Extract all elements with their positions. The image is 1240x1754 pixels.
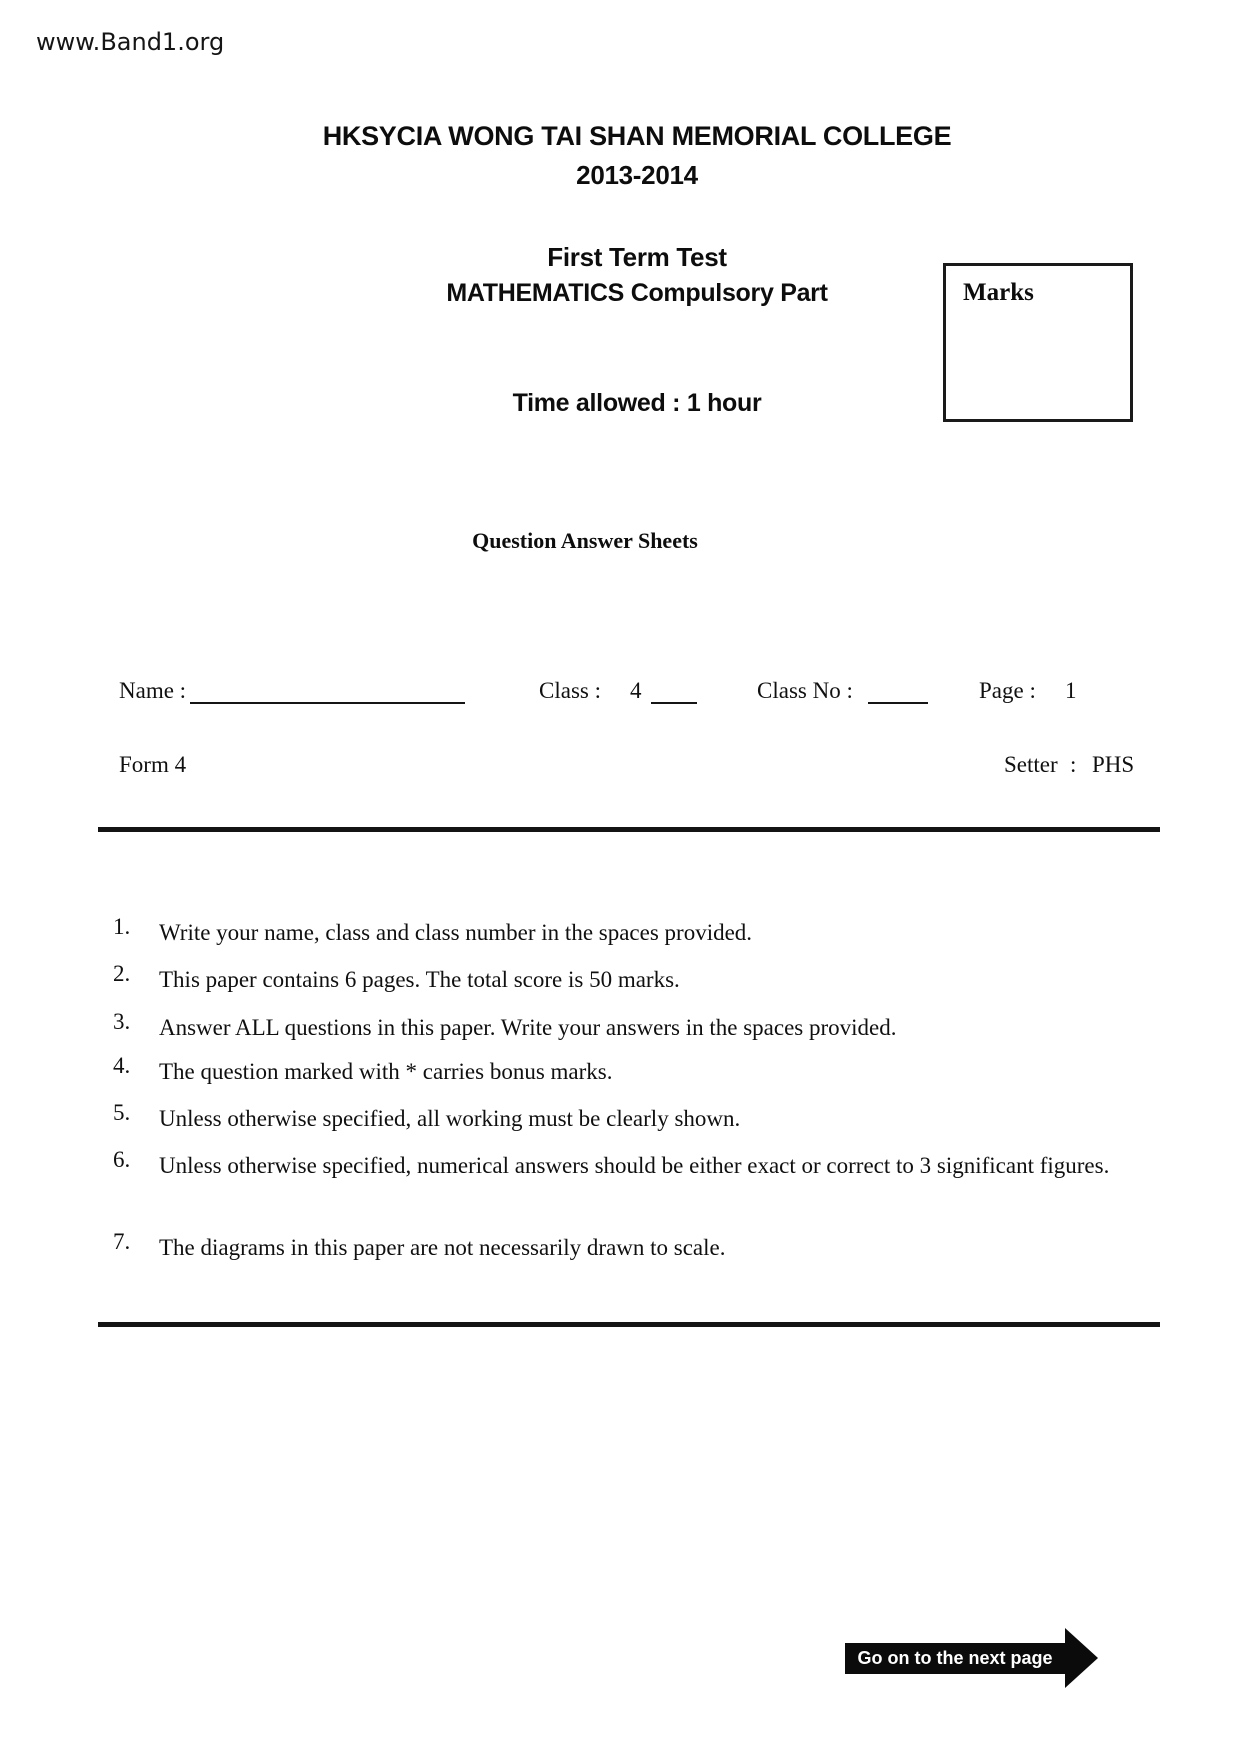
page-number: 1: [1065, 678, 1077, 703]
divider-rule-top: [98, 827, 1160, 832]
next-page-label: Go on to the next page: [857, 1648, 1053, 1668]
next-page-banner: [845, 1643, 1065, 1674]
class-blank: [651, 678, 697, 704]
instruction-item-4: [113, 1053, 1123, 1090]
instruction-item-5: [113, 1100, 1123, 1137]
form-label: Form 4: [119, 752, 187, 777]
instruction-text: The diagrams in this paper are not necessarily drawn to scale.: [159, 1235, 726, 1260]
next-page-arrow-icon: [1065, 1628, 1098, 1688]
school-year: 2013-2014: [576, 160, 698, 190]
class-no-blank: [868, 678, 928, 704]
instruction-text: Unless otherwise specified, all working must be clearly shown.: [159, 1106, 741, 1131]
instruction-number: 2.: [113, 961, 131, 986]
time-allowed: Time allowed : 1 hour: [512, 389, 762, 417]
watermark-url: www.Band1.org: [36, 28, 225, 56]
instruction-text: This paper contains 6 pages. The total score is 50 marks.: [159, 967, 680, 992]
instruction-text: Answer ALL questions in this paper. Write your answers in the spaces provided.: [159, 1015, 897, 1040]
class-label: Class :: [539, 678, 601, 703]
setter-colon: :: [1070, 752, 1077, 777]
class-value: 4: [630, 678, 642, 703]
instruction-number: 1.: [113, 914, 131, 939]
instruction-item-1: [113, 914, 1123, 951]
instruction-text: Write your name, class and class number in the spaces provided.: [159, 920, 753, 945]
instruction-text: Unless otherwise specified, numerical answers should be either exact or correct to 3 significant figures.: [159, 1153, 1110, 1178]
marks-label: Marks: [963, 279, 1034, 306]
instruction-text: The question marked with * carries bonus marks.: [159, 1059, 613, 1084]
exam-title: First Term Test: [547, 242, 727, 272]
exam-subject: MATHEMATICS Compulsory Part: [446, 279, 828, 307]
page-label: Page :: [979, 678, 1036, 703]
class-no-label: Class No :: [757, 678, 853, 703]
instruction-item-6: [113, 1147, 1123, 1184]
name-blank: [190, 678, 465, 704]
instruction-number: 6.: [113, 1147, 131, 1172]
instruction-item-3: [113, 1009, 1123, 1046]
instruction-number: 7.: [113, 1229, 131, 1254]
marks-box: [943, 263, 1133, 422]
setter-value: PHS: [1092, 752, 1135, 777]
instruction-number: 4.: [113, 1053, 131, 1078]
instruction-item-2: [113, 961, 1123, 998]
setter-label: Setter: [1004, 752, 1058, 777]
school-name: HKSYCIA WONG TAI SHAN MEMORIAL COLLEGE: [322, 121, 952, 151]
divider-rule-bottom: [98, 1322, 1160, 1327]
instruction-number: 3.: [113, 1009, 131, 1034]
instruction-item-7: [113, 1229, 1123, 1266]
instruction-number: 5.: [113, 1100, 131, 1125]
sheet-title: Question Answer Sheets: [472, 528, 698, 553]
name-label: Name :: [119, 678, 187, 703]
